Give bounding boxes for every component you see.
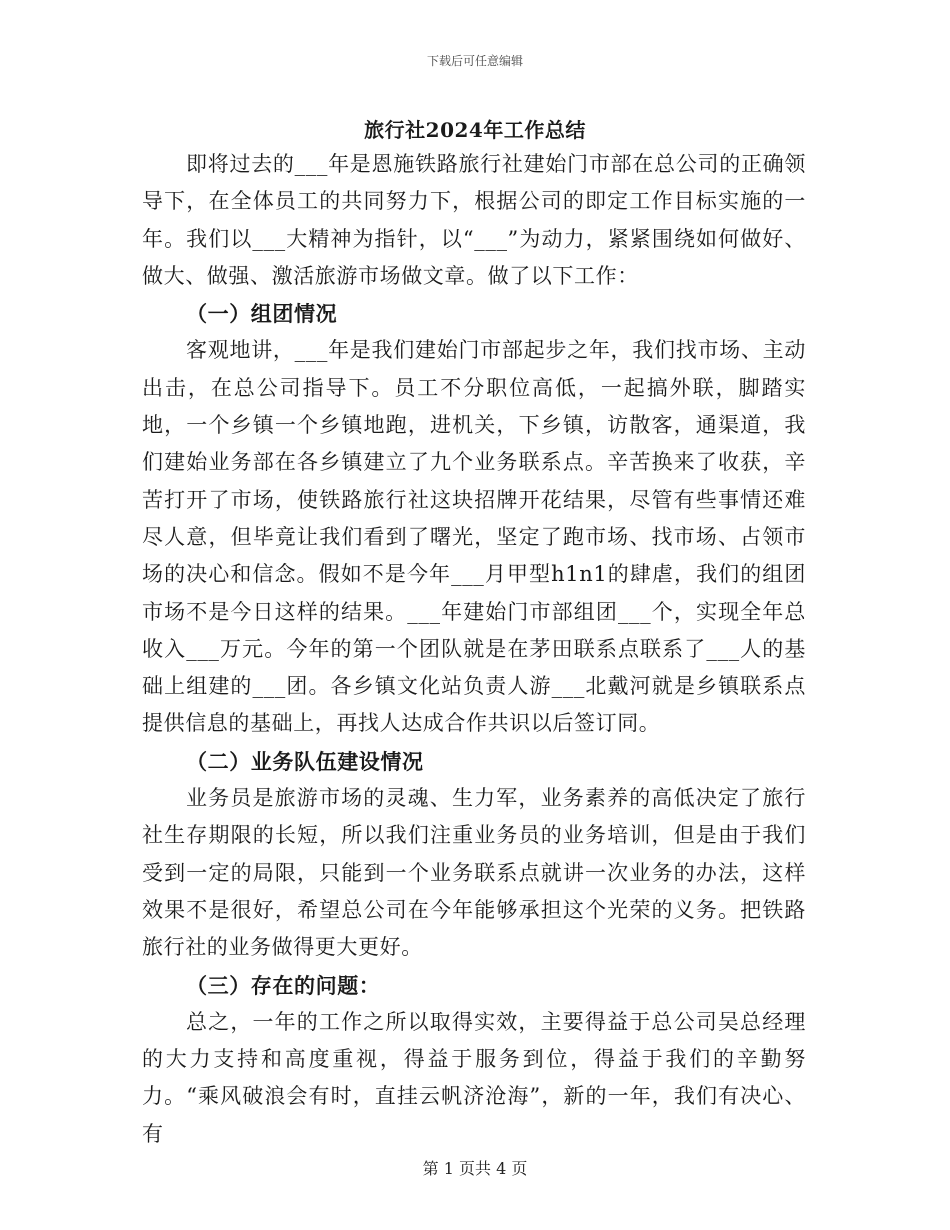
- section-body-problems: 总之，一年的工作之所以取得实效，主要得益于总公司吴总经理的大力支持和高度重视，得益于服务到位，得益于我们的辛勤努力。“乘风破浪会有时，直挂云帆济沧海”，新的一年，我们有决心、有: [142, 1009, 806, 1146]
- page-number: 第 1 页共 4 页: [422, 1159, 528, 1178]
- section-heading-team-building: （二）业务队伍建设情况: [186, 748, 424, 774]
- page-header-note: 下载后可任意编辑: [426, 54, 523, 68]
- section-body-group-tours: 客观地讲，___年是我们建始门市部起步之年，我们找市场、主动出击，在总公司指导下。员工不分职位高低，一起搞外联，脚踏实地，一个乡镇一个乡镇地跑，进机关，下乡镇，访散客，通渠道，我们建始业务部在各乡镇建立了九个业务联系点。辛苦换来了收获，辛苦打开了市场，使铁路旅行社这块招牌开花结果，尽管有些事情还难尽人意，但毕竟让我们看到了曙光，坚定了跑市场、找市场、占领市场的决心和信念。假如不是今年___月甲型h1n1的肆虐，我们的组团市场不是今日这样的结果。___年建始门市部组团___个，实现全年总收入___万元。今年的第一个团队就是在茅田联系点联系了___人的基础上组建的___团。各乡镇文化站负责人游___北戴河就是乡镇联系点提供信息的基础上，再找人达成合作共识以后签订同。: [142, 338, 806, 736]
- section-body-team-building: 业务员是旅游市场的灵魂、生力军，业务素养的高低决定了旅行社生存期限的长短，所以我们注重业务员的业务培训，但是由于我们受到一定的局限，只能到一个业务联系点就讲一次业务的办法，这样效果不是很好，希望总公司在今年能够承担这个光荣的义务。把铁路旅行社的业务做得更大更好。: [142, 786, 806, 960]
- document-body: [142, 146, 806, 1153]
- document-title: 旅行社2024年工作总结: [364, 118, 586, 142]
- section-heading-group-tours: （一）组团情况: [186, 301, 338, 327]
- section-heading-problems: （三）存在的问题：: [186, 972, 381, 998]
- intro-paragraph: 即将过去的___年是恩施铁路旅行社建始门市部在总公司的正确领导下，在全体员工的共同努力下，根据公司的即定工作目标实施的一年。我们以___大精神为指针，以“___”为动力，紧紧围绕如何做好、做大、做强、激活旅游市场做文章。做了以下工作：: [142, 152, 806, 288]
